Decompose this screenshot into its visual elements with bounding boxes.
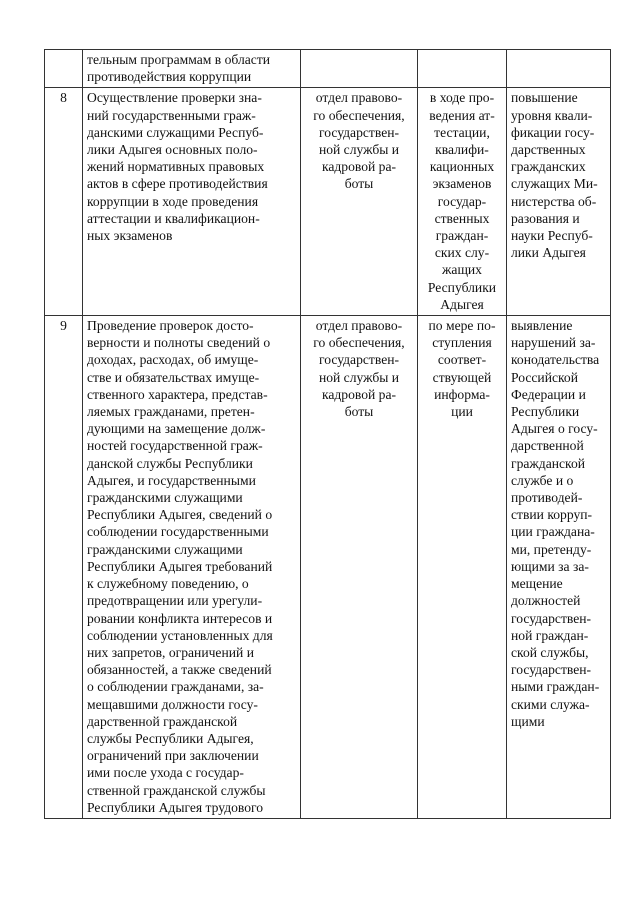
executor-line: отдел правово- bbox=[315, 90, 403, 106]
executor-line: го обеспечения, bbox=[313, 335, 405, 351]
event-description-line: ограничений при заключении bbox=[87, 748, 259, 764]
timing-cell bbox=[418, 50, 507, 88]
expected-result-line: мещение bbox=[511, 576, 563, 592]
executor-line: государствен- bbox=[318, 124, 400, 140]
timing-line: Республики bbox=[427, 279, 497, 295]
event-description-line: соблюдении установленных для bbox=[87, 627, 273, 643]
event-description-line: Республики Адыгея, сведений о bbox=[87, 507, 273, 523]
timing-line: в ходе про- bbox=[429, 90, 495, 106]
timing-cell bbox=[418, 316, 507, 819]
event-description-line: мещавшими должности госу- bbox=[87, 696, 258, 712]
event-description-line: службы Республики Адыгея, bbox=[87, 730, 254, 746]
event-description-line: Адыгея, и государственными bbox=[87, 472, 256, 488]
expected-result-cell bbox=[507, 88, 611, 316]
event-description-line: предотвращении или урегули- bbox=[87, 593, 263, 609]
expected-result-line: Адыгея о госу- bbox=[511, 421, 598, 437]
expected-result-line: нарушений за- bbox=[511, 335, 596, 351]
event-description-line: данской службы Республики bbox=[87, 455, 253, 471]
timing-line: тестации, bbox=[434, 124, 490, 140]
event-description-line: о соблюдении гражданами, за- bbox=[87, 679, 264, 695]
event-description-line: актов в сфере противодействия bbox=[87, 176, 268, 192]
expected-result-line: ными граждан- bbox=[511, 679, 600, 695]
executor-line: боты bbox=[344, 404, 374, 420]
timing-line: жащих bbox=[442, 262, 482, 278]
executor-line: боты bbox=[344, 176, 374, 192]
executor-line: ной службы и bbox=[318, 369, 400, 385]
event-description-line: соблюдении государственными bbox=[87, 524, 269, 540]
expected-result-line: противодей- bbox=[511, 490, 583, 506]
expected-result-line: щими bbox=[511, 713, 545, 729]
executor-cell bbox=[301, 50, 418, 88]
expected-result-line: скими служа- bbox=[511, 696, 590, 712]
timing-cell bbox=[418, 88, 507, 316]
event-description-line: ровании конфликта интересов и bbox=[87, 610, 273, 626]
timing-line: ствующей bbox=[432, 369, 492, 385]
event-description-line: Проведение проверок досто- bbox=[87, 318, 254, 334]
table-row bbox=[45, 50, 611, 88]
plan-table-body bbox=[45, 50, 611, 819]
event-description-cell bbox=[83, 50, 301, 88]
expected-result-line: науки Респуб- bbox=[511, 228, 593, 244]
event-description-line: Республики Адыгея требований bbox=[87, 558, 273, 574]
event-description-line: ими после ухода с государ- bbox=[87, 765, 244, 781]
expected-result-line: фикации госу- bbox=[511, 124, 595, 140]
executor-cell bbox=[301, 88, 418, 316]
expected-result-line: Республики bbox=[511, 404, 580, 420]
event-description-line: ственной гражданской службы bbox=[87, 782, 266, 798]
expected-result-line: Федерации и bbox=[511, 386, 586, 402]
event-description-line: стве и обязательствах имуще- bbox=[87, 369, 260, 385]
timing-line: Адыгея bbox=[440, 296, 484, 312]
expected-result-line: разования и bbox=[511, 210, 580, 226]
event-description-line: Осуществление проверки зна- bbox=[87, 90, 262, 106]
executor-line: ной службы и bbox=[318, 142, 400, 158]
expected-result-line: лики Адыгея bbox=[511, 245, 586, 261]
expected-result-line: гражданской bbox=[511, 455, 586, 471]
timing-line: кационных bbox=[429, 159, 495, 175]
event-description-line: обязанностей, а также сведений bbox=[87, 662, 272, 678]
expected-result-cell bbox=[507, 50, 611, 88]
event-description-line: коррупции в ходе проведения bbox=[87, 193, 259, 209]
timing-line: по мере по- bbox=[428, 318, 496, 334]
timing-line: ции bbox=[451, 404, 473, 420]
executor-line: государствен- bbox=[318, 352, 400, 368]
event-description-line: верности и полноты сведений о bbox=[87, 335, 271, 351]
executor-line: го обеспечения, bbox=[313, 107, 405, 123]
event-description-line: дующими на замещение долж- bbox=[87, 421, 266, 437]
timing-line: ступления bbox=[432, 335, 492, 351]
event-description-line: аттестации и квалификацион- bbox=[87, 210, 260, 226]
timing-line: ских слу- bbox=[434, 245, 490, 261]
row-number-cell bbox=[45, 50, 83, 88]
event-description-line: ностей государственной граж- bbox=[87, 438, 263, 454]
event-description-line: тельным программам в области bbox=[87, 52, 271, 67]
expected-result-line: уровня квали- bbox=[511, 107, 593, 123]
timing-line: информа- bbox=[434, 386, 490, 402]
executor-line: кадровой ра- bbox=[321, 159, 397, 175]
event-description-line: доходах, расходах, об имуще- bbox=[87, 352, 259, 368]
event-description-line: ний государственными граж- bbox=[87, 107, 256, 123]
event-description-line: лики Адыгея основных поло- bbox=[87, 142, 258, 158]
expected-result-line: государствен- bbox=[511, 610, 592, 626]
timing-line: квалифи- bbox=[435, 142, 489, 158]
event-description-line: ственного характера, представ- bbox=[87, 386, 268, 402]
expected-result-line: Российской bbox=[511, 369, 578, 385]
expected-result-line: ской службы, bbox=[511, 644, 589, 660]
timing-line: экзаменов bbox=[432, 176, 492, 192]
executor-line: отдел правово- bbox=[315, 318, 403, 334]
event-description-line: Республики Адыгея трудового bbox=[87, 799, 264, 815]
timing-line: государ- bbox=[437, 193, 487, 209]
event-description-line: гражданскими служащими bbox=[87, 541, 243, 557]
expected-result-line: службе и о bbox=[511, 472, 574, 488]
event-description-line: гражданскими служащими bbox=[87, 490, 243, 506]
event-description-cell bbox=[83, 88, 301, 316]
executor-line: кадровой ра- bbox=[321, 386, 397, 402]
expected-result-line: выявление bbox=[511, 318, 573, 334]
event-description-cell bbox=[83, 316, 301, 819]
expected-result-line: служащих Ми- bbox=[511, 176, 598, 192]
expected-result-line: ции граждана- bbox=[511, 524, 595, 540]
event-description-line: к служебному поведению, о bbox=[87, 576, 249, 592]
timing-line: ведения ат- bbox=[429, 107, 495, 123]
expected-result-line: должностей bbox=[511, 593, 581, 609]
expected-result-line: ствии корруп- bbox=[511, 507, 593, 523]
timing-line: ственных bbox=[434, 210, 490, 226]
row-number-cell: 9 bbox=[45, 316, 83, 819]
event-description-line: жений нормативных правовых bbox=[87, 159, 265, 175]
expected-result-line: ющими за за- bbox=[511, 558, 589, 574]
table-row bbox=[45, 316, 611, 819]
expected-result-line: нистерства об- bbox=[511, 193, 597, 209]
row-number-cell: 8 bbox=[45, 88, 83, 316]
expected-result-line: дарственной bbox=[511, 438, 584, 454]
expected-result-line: дарственных bbox=[511, 142, 586, 158]
expected-result-line: государствен- bbox=[511, 662, 592, 678]
event-description-line: ных экзаменов bbox=[87, 228, 173, 244]
expected-result-line: гражданских bbox=[511, 159, 586, 175]
timing-line: соответ- bbox=[437, 352, 487, 368]
executor-cell bbox=[301, 316, 418, 819]
expected-result-line: повышение bbox=[511, 90, 578, 106]
event-description-line: них запретов, ограничений и bbox=[87, 644, 254, 660]
event-description-line: ляемых гражданами, претен- bbox=[87, 404, 255, 420]
expected-result-line: ми, претенду- bbox=[511, 541, 592, 557]
expected-result-line: ной граждан- bbox=[511, 627, 589, 643]
timing-line: граждан- bbox=[435, 228, 489, 244]
event-description-line: данскими служащими Респуб- bbox=[87, 124, 264, 140]
plan-table bbox=[44, 49, 611, 819]
event-description-line: противодействия коррупции bbox=[87, 69, 252, 85]
expected-result-cell bbox=[507, 316, 611, 819]
event-description-line: дарственной гражданской bbox=[87, 713, 238, 729]
table-row bbox=[45, 88, 611, 316]
expected-result-line: конодательства bbox=[511, 352, 600, 368]
